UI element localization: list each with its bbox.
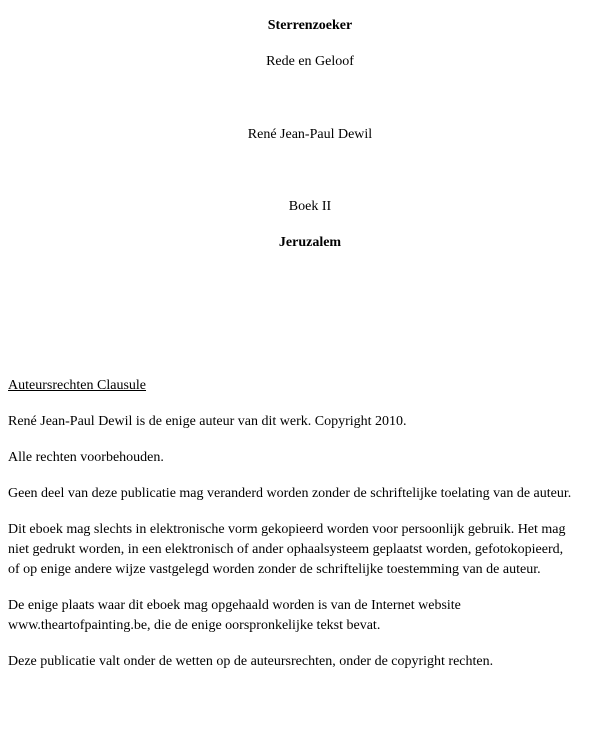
- document-subtitle: Rede en Geloof: [266, 54, 354, 69]
- clause-paragraph: De enige plaats waar dit eboek mag opgehaald worden is van de Internet website www.theartofpainting.be, die de enige oorspronkelijke tekst bevat.: [8, 598, 461, 633]
- author-name: René Jean-Paul Dewil: [247, 127, 373, 142]
- book-number: Boek II: [288, 199, 332, 214]
- clause-paragraph: Deze publicatie valt onder de wetten op de auteursrechten, onder de copyright rechten.: [8, 654, 494, 669]
- clause-paragraph: René Jean-Paul Dewil is de enige auteur van dit werk. Copyright 2010.: [8, 414, 407, 429]
- document-title: Sterrenzoeker: [267, 18, 353, 33]
- clause-paragraph: Dit eboek mag slechts in elektronische vorm gekopieerd worden voor persoonlijk gebruik. Het mag niet gedrukt worden, in een elektronisch of ander ophaalsysteem geplaatst worden, gefotokopieerd, of op enige andere wijze vastgelegd worden zonder de schriftelijke toestemming van de auteur.: [8, 522, 566, 577]
- book-title: Jeruzalem: [278, 235, 342, 250]
- clause-paragraph: Geen deel van deze publicatie mag veranderd worden zonder de schriftelijke toelating van de auteur.: [8, 486, 572, 501]
- clause-paragraph: Alle rechten voorbehouden.: [8, 450, 164, 465]
- copyright-clause: [8, 376, 578, 688]
- clause-heading: Auteursrechten Clausule: [8, 378, 147, 393]
